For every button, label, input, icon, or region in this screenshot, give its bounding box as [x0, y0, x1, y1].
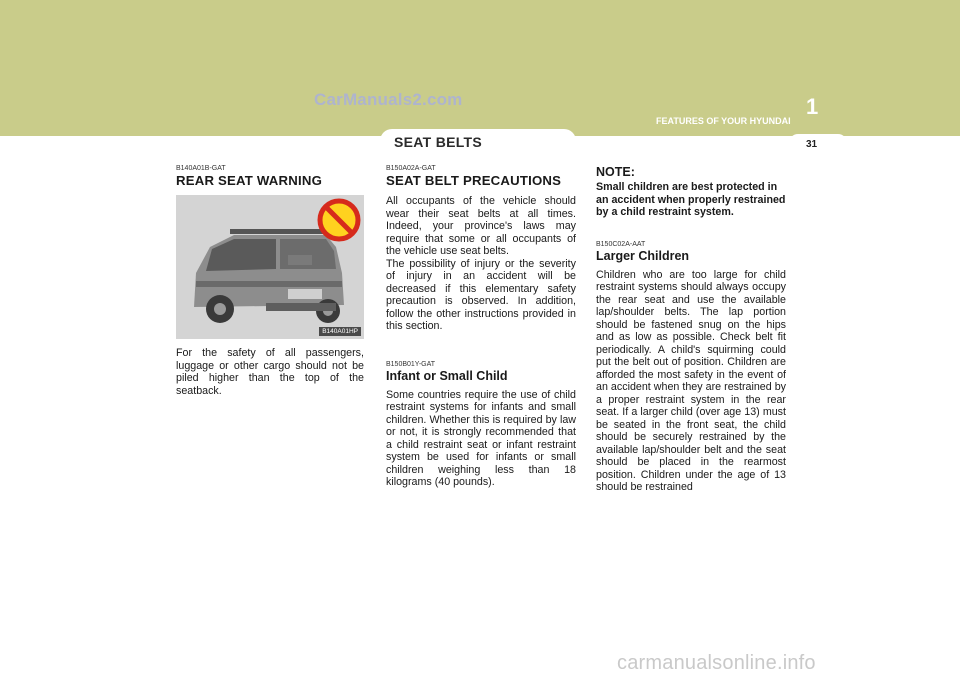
precautions-paragraph-2: The possibility of injury or the severity of injury in an accident will be decreased if this elementary safety precaution is observed. In addition, follow the other instructions provided in this section. [386, 257, 576, 332]
page-tab [789, 134, 847, 152]
section-code: B150B01Y-GAT [386, 360, 436, 368]
infant-text: Some countries require the use of child restraint systems for infants and small children. Whether this is required by law or not, it is strongly recommended that a child restraint seat or infant restraint system be used for infants or small children weighing less than 18 kilograms (40 pounds). [386, 388, 576, 488]
larger-children-heading: Larger Children [596, 248, 690, 263]
rear-seat-warning-text: For the safety of all passengers, luggage or other cargo should not be piled higher than the top of the seatback. [176, 347, 364, 397]
section-code: B150A02A-GAT [386, 165, 436, 172]
section-title: SEAT BELTS [394, 134, 483, 150]
column-larger-children [596, 165, 786, 494]
larger-children-text: Children who are too large for child restraint systems should always occupy the rear seat and use the available lap/shoulder belts. The lap portion should be fastened snug on the hips and as low as possible. Check belt fit periodically. A child's squirming could put the belt out of position. Children are afforded the most safety in the event of an accident when they are restrained by a proper restraint system in the rear seat. If a larger child (over age 13) must be seated in the front seat, the child should be securely restrained by the available lap/shoulder belt and the seat should be placed in the rearmost position. Children under the age of 13 should be restrained [596, 268, 786, 493]
chapter-number: 1 [806, 94, 819, 119]
column-rear-seat-warning [176, 165, 364, 397]
infant-heading: Infant or Small Child [386, 368, 508, 383]
column-seat-belt-precautions [386, 165, 576, 489]
rear-seat-warning-heading: REAR SEAT WARNING [176, 173, 323, 188]
section-code: B140A01B-GAT [176, 165, 226, 172]
site-watermark[interactable]: CarManuals2.com [314, 90, 463, 109]
chapter-title: FEATURES OF YOUR HYUNDAI [656, 116, 791, 126]
no-symbol-icon [316, 197, 362, 243]
figure-label: B140A01HP [319, 327, 361, 336]
note-text: Small children are best protected in an accident when properly restrained by a child restraint system. [596, 181, 786, 218]
footer-watermark[interactable]: carmanualsonline.info [617, 652, 816, 674]
note-heading: NOTE: [596, 165, 635, 179]
rear-cargo-illustration [176, 195, 364, 339]
seat-belt-precautions-heading: SEAT BELT PRECAUTIONS [386, 173, 562, 188]
page-number: 31 [806, 139, 818, 150]
precautions-paragraph-1: All occupants of the vehicle should wear their seat belts at all times. Indeed, your province's laws may require that some or all occupants of the vehicle use seat belts. [386, 195, 576, 257]
section-code: B150C02A-AAT [596, 240, 646, 248]
